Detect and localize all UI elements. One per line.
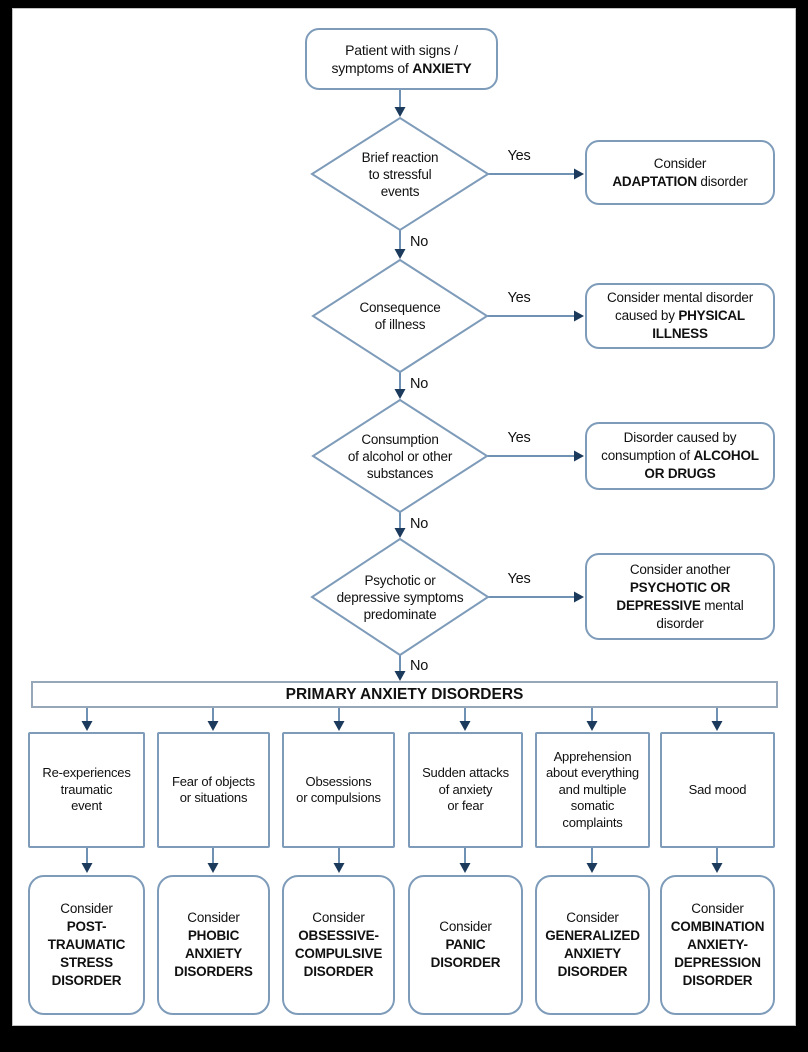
yes-label-2: Yes [507,290,531,306]
yes-label-1: Yes [507,148,531,164]
patient-anxiety-start-box: Patient with signs / symptoms of ANXIETY [305,28,498,90]
primary-anxiety-disorders-bar: PRIMARY ANXIETY DISORDERS [31,681,778,708]
no-label-3: No [410,516,429,532]
yes-label-4: Yes [507,571,531,587]
alcohol-consumption-question: Consumption of alcohol or other substances [347,431,453,481]
no-label-4: No [410,658,429,674]
no-label-1: No [410,234,429,250]
fear-objects-box: Fear of objects or situations [157,732,270,848]
ocd-box: Consider OBSESSIVE- COMPULSIVE DISORDER [282,875,395,1015]
ptsd-box: Consider POST- TRAUMATIC STRESS DISORDER [28,875,145,1015]
yes-label-3: Yes [507,430,531,446]
re-experiences-trauma-box: Re-experiences traumatic event [28,732,145,848]
alcohol-drugs-box: Disorder caused by consumption of ALCOHOL OR DRUGS [585,422,775,490]
apprehension-somatic-box: Apprehension about everything and multiple somatic complaints [535,732,650,848]
phobic-anxiety-box: Consider PHOBIC ANXIETY DISORDERS [157,875,270,1015]
physical-illness-box: Consider mental disorder caused by PHYSICAL ILLNESS [585,283,775,349]
adaptation-disorder-box: Consider ADAPTATION disorder [585,140,775,205]
panic-disorder-box: Consider PANIC DISORDER [408,875,523,1015]
sad-mood-box: Sad mood [660,732,775,848]
combination-anxiety-depression-box: Consider COMBINATION ANXIETY- DEPRESSION DISORDER [660,875,775,1015]
consequence-illness-question: Consequence of illness [359,300,441,332]
no-label-2: No [410,376,429,392]
sudden-attacks-box: Sudden attacks of anxiety or fear [408,732,523,848]
psychotic-depressive-box: Consider another PSYCHOTIC OR DEPRESSIVE mental disorder [585,553,775,640]
psychotic-depressive-question: Psychotic or depressive symptoms predominate [336,572,464,622]
gad-box: Consider GENERALIZED ANXIETY DISORDER [535,875,650,1015]
brief-reaction-question: Brief reaction to stressful events [361,149,439,199]
obsessions-compulsions-box: Obsessions or compulsions [282,732,395,848]
